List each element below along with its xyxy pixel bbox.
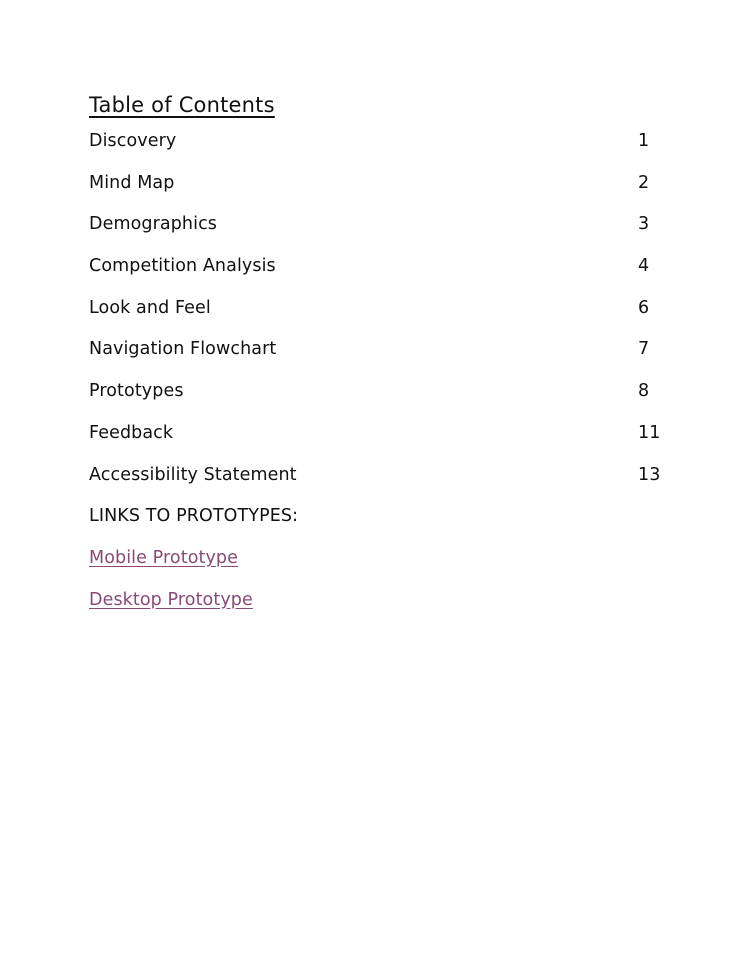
toc-entry-page-number: 8 (638, 381, 650, 402)
toc-entry-feedback (89, 421, 669, 463)
toc-entry-page-number: 13 (638, 464, 661, 485)
toc-entry-label: Prototypes (89, 381, 184, 402)
toc-entry-page-number: 4 (638, 256, 650, 277)
toc-entry-accessibility-statement (89, 463, 669, 505)
toc-entry-label: Demographics (89, 214, 218, 235)
toc-entry-demographics (89, 212, 669, 254)
toc-entry-label: Accessibility Statement (89, 464, 297, 485)
toc-entry-label: Mind Map (89, 172, 175, 193)
toc-entry-label: Feedback (89, 422, 174, 443)
toc-entry-prototypes (89, 379, 669, 421)
links-heading: LINKS TO PROTOTYPES: (89, 506, 299, 527)
toc-entry-page-number: 6 (638, 297, 650, 318)
toc-entry-page-number: 3 (638, 214, 650, 235)
toc-entry-navigation-flowchart (89, 337, 669, 379)
toc-entry-label: Discovery (89, 131, 177, 151)
toc-title: Table of Contents (89, 93, 275, 117)
toc-entry-discovery (89, 129, 669, 171)
toc-entry-page-number: 2 (638, 172, 650, 193)
toc-entry-page-number: 7 (638, 339, 650, 360)
toc-entry-label: Navigation Flowchart (89, 339, 277, 360)
toc-entry-competition-analysis (89, 254, 669, 296)
desktop-prototype-link[interactable]: Desktop Prototype (89, 589, 253, 610)
table-of-contents (89, 89, 669, 629)
toc-entry-look-and-feel (89, 296, 669, 338)
toc-entry-label: Competition Analysis (89, 256, 276, 277)
toc-entry-label: Look and Feel (89, 297, 211, 318)
toc-entry-mind-map (89, 171, 669, 213)
mobile-prototype-link[interactable]: Mobile Prototype (89, 547, 238, 568)
toc-entry-page-number: 11 (638, 422, 661, 443)
toc-entry-page-number: 1 (638, 131, 650, 151)
